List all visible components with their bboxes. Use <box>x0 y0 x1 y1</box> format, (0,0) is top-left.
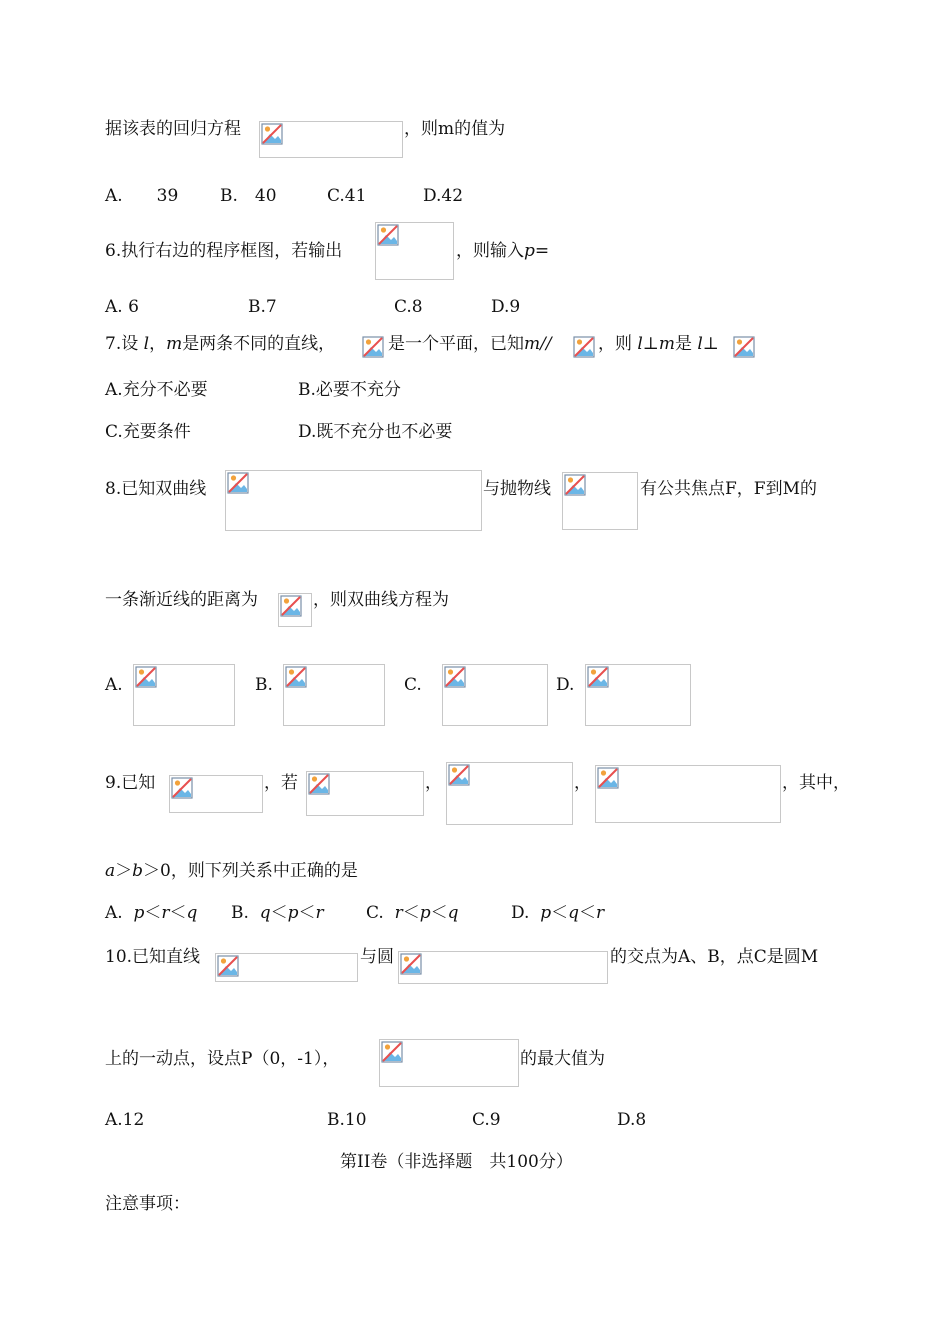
broken-image-icon <box>573 336 595 358</box>
q9-c-v1: r <box>394 903 403 923</box>
q7-stem-part3 <box>598 333 719 355</box>
q7-option-d: D.既不充分也不必要 <box>298 422 453 442</box>
broken-image-icon <box>448 764 470 786</box>
q9-d-v3: r <box>596 903 605 923</box>
q6-var-p: p <box>524 241 535 261</box>
broken-image-icon <box>280 595 302 617</box>
q10-stem-d: 上的一动点，设点P（0，-1）， <box>105 1049 340 1069</box>
q8-parabola-image <box>562 472 638 530</box>
q9-option-a-label: A. <box>105 903 123 923</box>
q9-a-v3: q <box>186 903 198 923</box>
q7-option-c: C.充要条件 <box>105 422 191 442</box>
q10-stem-e: 的最大值为 <box>520 1049 605 1069</box>
q9-c-op1: ＜ <box>402 903 420 923</box>
q9-p-image <box>306 771 424 816</box>
broken-image-icon <box>597 767 619 789</box>
q6-option-a: A. 6 <box>105 297 139 317</box>
q7-perp: ⊥ <box>642 334 659 354</box>
q10-option-d: D.8 <box>617 1110 647 1130</box>
broken-image-icon <box>227 472 249 494</box>
q9-a-v1: p <box>133 903 145 923</box>
broken-image-icon <box>362 336 384 358</box>
q8-option-c-label: C. <box>404 675 422 695</box>
q10-stem-b: 与圆 <box>360 947 394 967</box>
q10-circle-image <box>398 951 608 984</box>
q7-var-l3: l <box>697 334 703 354</box>
q9-d-op2: ＜ <box>579 903 597 923</box>
q5-regression-equation-image <box>259 121 403 158</box>
q9-option-b <box>231 902 324 924</box>
q8-option-b-label: B. <box>255 675 273 695</box>
q9-option-c <box>366 902 459 924</box>
q9-a-op1: ＜ <box>144 903 162 923</box>
q9-option-b-label: B. <box>231 903 249 923</box>
q10-stem-a: 10.已知直线 <box>105 947 201 967</box>
broken-image-icon <box>308 773 330 795</box>
q6-option-b: B.7 <box>248 297 277 317</box>
q7-stem-part1 <box>105 333 335 355</box>
broken-image-icon <box>171 777 193 799</box>
q7-var-m: m <box>166 334 183 354</box>
q9-q-image <box>446 762 573 825</box>
q9-a-v2: r <box>161 903 170 923</box>
q9-b-v2: p <box>287 903 299 923</box>
q10-vector-image <box>379 1039 519 1087</box>
q7-var-m3: m <box>658 334 675 354</box>
q9-b-op1: ＜ <box>270 903 288 923</box>
q6-stem-b-text: ，则输入 <box>456 241 524 261</box>
q9-r-image <box>595 765 781 823</box>
q9-a-op2: ＜ <box>169 903 187 923</box>
q7-var-l2: l <box>637 334 643 354</box>
broken-image-icon <box>587 666 609 688</box>
q8-stem-c: 有公共焦点F，F到M的 <box>640 479 817 499</box>
q5-stem-b: ，则m的值为 <box>404 119 506 139</box>
q9-d-v1: p <box>540 903 552 923</box>
q9-c-v3: q <box>447 903 459 923</box>
broken-image-icon <box>400 953 422 975</box>
q9-b-v3: r <box>315 903 324 923</box>
q8-stem-b: 与抛物线 <box>483 479 551 499</box>
q7-comma: ， <box>149 334 167 354</box>
broken-image-icon <box>377 224 399 246</box>
q9-var-b: b <box>132 861 144 881</box>
q9-option-d <box>511 902 604 924</box>
q9-condition-rest: ＞0，则下列关系中正确的是 <box>143 861 358 881</box>
q9-stem-a: 9.已知 <box>105 773 156 793</box>
q9-c-v2: p <box>419 903 431 923</box>
broken-image-icon <box>733 336 755 358</box>
q6-option-d: D.9 <box>491 297 521 317</box>
q7-option-b: B.必要不充分 <box>298 380 401 400</box>
broken-image-icon <box>217 955 239 977</box>
q8-option-d-image <box>585 664 691 726</box>
q9-option-c-label: C. <box>366 903 384 923</box>
q9-gt: ＞ <box>115 861 133 881</box>
q7-text-2: 是一个平面，已知 <box>388 334 524 354</box>
broken-image-icon <box>444 666 466 688</box>
q5-stem-a: 据该表的回归方程 <box>105 119 241 139</box>
q8-stem-a: 8.已知双曲线 <box>105 479 207 499</box>
q10-stem-c: 的交点为A、B，点C是圆M <box>610 947 819 967</box>
broken-image-icon <box>135 666 157 688</box>
q7-plane-image-2 <box>573 336 597 360</box>
broken-image-icon <box>261 123 283 145</box>
q7-var-l: l <box>143 334 150 354</box>
q5-option-d: D.42 <box>423 186 464 206</box>
q10-option-b: B.10 <box>327 1110 367 1130</box>
q10-option-c: C.9 <box>472 1110 501 1130</box>
q7-plane-image-1 <box>362 336 386 360</box>
q10-line-image <box>215 953 358 982</box>
q7-stem-part2 <box>388 333 552 355</box>
q6-stem-b <box>456 240 549 262</box>
q9-condition <box>105 860 358 882</box>
q9-option-d-label: D. <box>511 903 530 923</box>
q10-option-a: A.12 <box>105 1110 145 1130</box>
q9-stem-b: ，若 <box>264 773 298 793</box>
broken-image-icon <box>285 666 307 688</box>
q9-d-v2: q <box>568 903 580 923</box>
q9-function-image <box>169 775 263 813</box>
q8-distance-image <box>278 593 312 627</box>
broken-image-icon <box>381 1041 403 1063</box>
q9-option-a <box>105 902 197 924</box>
q9-d-op1: ＜ <box>551 903 569 923</box>
q9-b-v1: q <box>259 903 271 923</box>
q8-stem-d: 一条渐近线的距离为 <box>105 590 258 610</box>
q7-text-4: 是 <box>674 334 698 354</box>
q8-option-b-image <box>283 664 385 726</box>
q7-text-1: 是两条不同的直线， <box>182 334 336 354</box>
q7-var-m2: m <box>524 334 541 354</box>
q9-c-op2: ＜ <box>430 903 448 923</box>
q7-option-a: A.充分不必要 <box>105 380 208 400</box>
q8-hyperbola-image <box>225 470 482 531</box>
section-title: 第II卷（非选择题 共100分） <box>340 1152 573 1172</box>
q5-option-a: A. 39 <box>105 186 179 206</box>
q9-var-a: a <box>105 861 116 881</box>
q8-stem-e: ，则双曲线方程为 <box>313 590 449 610</box>
section-notes: 注意事项： <box>105 1194 190 1214</box>
q9-comma-2: ， <box>574 773 591 793</box>
q6-stem-a: 6.执行右边的程序框图，若输出 <box>105 241 343 261</box>
q9-b-op2: ＜ <box>298 903 316 923</box>
q8-option-a-label: A. <box>105 675 123 695</box>
q5-option-c: C.41 <box>327 186 367 206</box>
q7-plane-image-3 <box>733 336 757 360</box>
q7-perp2: ⊥ <box>702 334 719 354</box>
q8-option-c-image <box>442 664 548 726</box>
q5-option-b: B. 40 <box>220 186 277 206</box>
q7-num: 7.设 <box>105 334 144 354</box>
q6-option-c: C.8 <box>394 297 423 317</box>
broken-image-icon <box>564 474 586 496</box>
q6-eq: = <box>534 241 550 261</box>
q7-parallel: // <box>540 334 552 354</box>
q9-comma-1: ， <box>425 773 442 793</box>
q9-stem-c: ，其中， <box>782 773 850 793</box>
q7-text-3: ，则 <box>598 334 638 354</box>
q6-output-image <box>375 222 454 280</box>
q8-option-a-image <box>133 664 235 726</box>
q8-option-d-label: D. <box>556 675 575 695</box>
